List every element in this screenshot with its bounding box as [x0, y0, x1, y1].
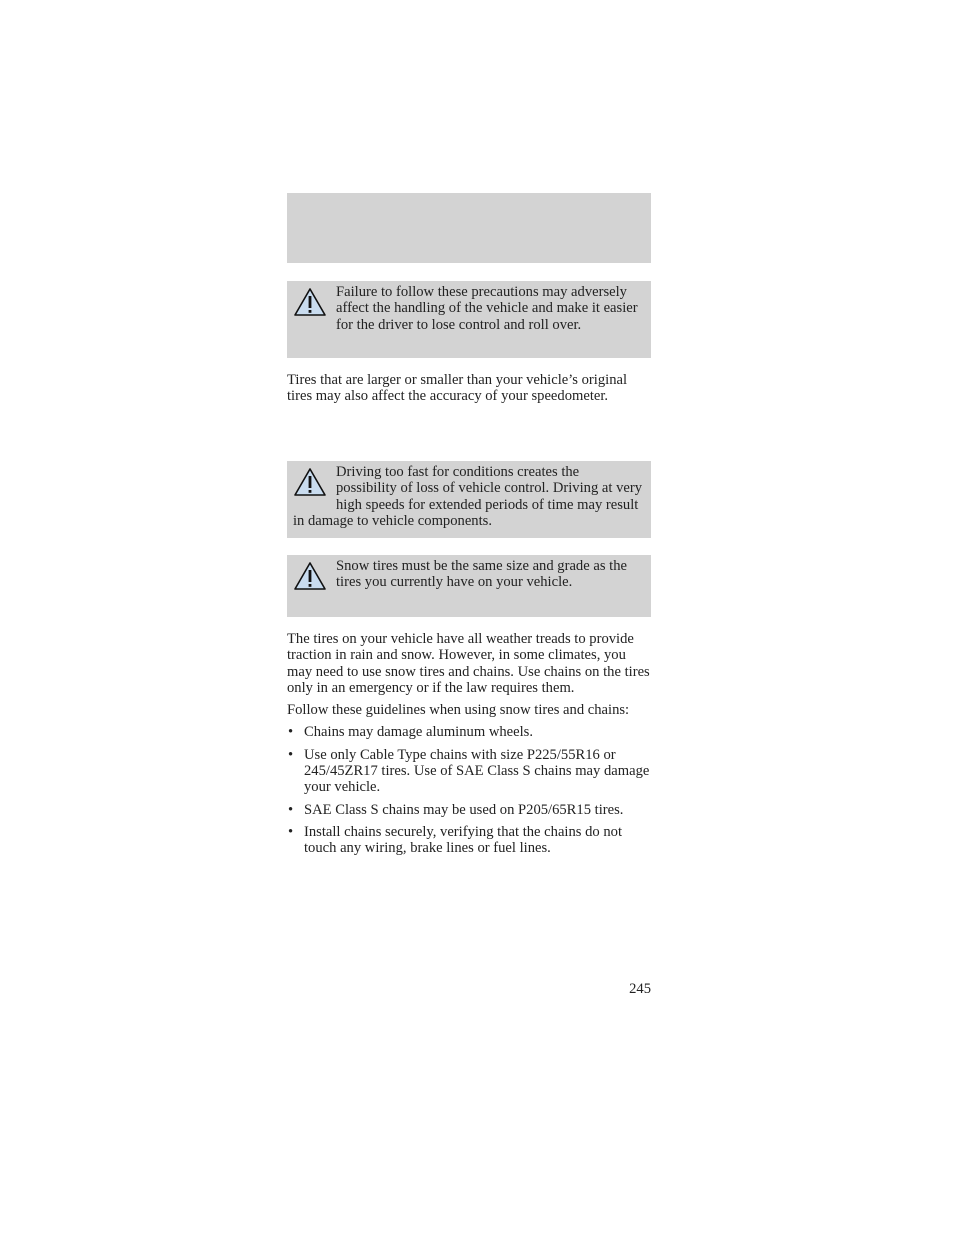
list-item-text: Use only Cable Type chains with size P225/55R16 or 245/45ZR17 tires. Use of SAE Class S chains may damage your vehicle.: [304, 746, 650, 796]
list-item-text: SAE Class S chains may be used on P205/65R15 tires.: [304, 801, 624, 818]
list-item: [287, 724, 653, 740]
tire-size-section: [287, 372, 653, 411]
warning-box-handling: [287, 281, 651, 358]
bullet-dot: •: [288, 724, 294, 741]
paragraph-tire-size: Tires that are larger or smaller than your vehicle’s original tires may also affect the accuracy of your speedometer.: [287, 372, 628, 405]
guidelines-list: [287, 724, 653, 856]
page-number: 245: [629, 981, 651, 997]
warning-text: Failure to follow these precautions may adversely affect the handling of the vehicle and make it easier for the driver to lose control and roll over.: [336, 284, 638, 333]
bullet-dot: •: [288, 823, 294, 840]
list-item-text: Install chains securely, verifying that the chains do not touch any wiring, brake lines or fuel lines.: [304, 823, 622, 857]
header-band: [287, 193, 651, 263]
warning-text: Snow tires must be the same size and grade as the tires you currently have on your vehicle.: [336, 558, 627, 591]
bullet-dot: •: [288, 746, 294, 763]
warning-triangle-icon: [293, 561, 327, 591]
paragraph-guidelines-intro: Follow these guidelines when using snow tires and chains:: [287, 702, 630, 719]
warning-text: Driving too fast for conditions creates the possibility of loss of vehicle control. Driving at very high speeds for extended periods of time may result in damage to vehicle components.: [293, 464, 643, 529]
warning-box-speed: [287, 461, 651, 538]
list-item: [287, 802, 653, 818]
snow-chains-section: [287, 631, 653, 863]
paragraph-all-weather: The tires on your vehicle have all weather treads to provide traction in rain and snow. However, in some climates, you may need to use snow tires and chains. Use chains on the tires only in an emergency or if the law requires them.: [287, 631, 650, 696]
warning-triangle-icon: [293, 287, 327, 317]
list-item: [287, 747, 653, 796]
bullet-dot: •: [288, 801, 294, 818]
list-item: [287, 824, 653, 857]
list-item-text: Chains may damage aluminum wheels.: [304, 724, 533, 741]
warning-triangle-icon: [293, 467, 327, 497]
warning-box-snow-tires: [287, 555, 651, 617]
